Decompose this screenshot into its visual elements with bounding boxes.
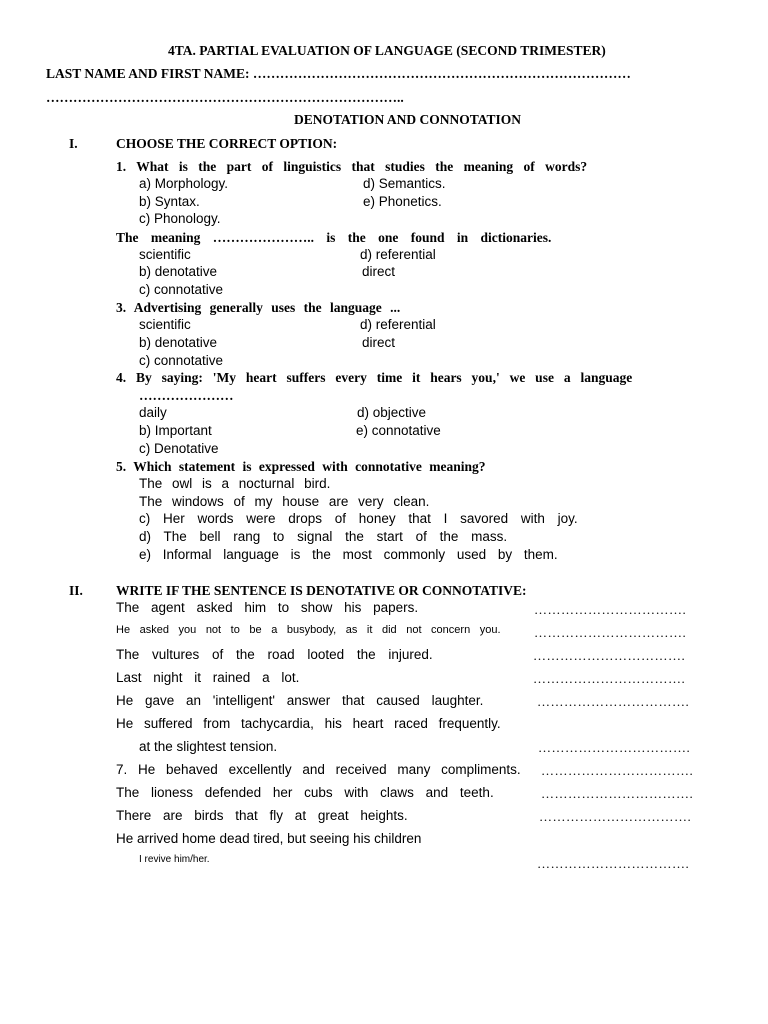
answer-blank-10: ……………………………. (537, 856, 690, 871)
q3-option-e: direct (362, 335, 396, 350)
q3-option-b: b) denotative (139, 335, 218, 350)
name-blank-line-1: ………………………………………………………………………… (252, 66, 631, 81)
q1-option-d: d) Semantics. (363, 176, 446, 191)
name-label: LAST NAME AND FIRST NAME: (46, 66, 250, 81)
section-1-heading: CHOOSE THE CORRECT OPTION: (116, 136, 338, 151)
q4-option-e: e) connotative (356, 423, 441, 438)
section-1-numeral: I. (69, 136, 78, 151)
q5-option-a: The owl is a nocturnal bird. (139, 476, 331, 491)
q1-option-b: b) Syntax. (139, 194, 200, 209)
q2-option-b: b) denotative (139, 264, 218, 279)
question-2: The meaning ………………….. is the one found in dictionaries. (116, 230, 552, 245)
question-1: 1. What is the part of linguistics that studies the meaning of words? (116, 159, 588, 174)
q4-option-b: b) Important (139, 423, 212, 438)
section-2-numeral: II. (69, 583, 83, 598)
q5-option-e: e) Informal language is the most commonly used by them. (139, 547, 558, 562)
answer-blank-7: ……………………………. (541, 763, 694, 778)
answer-blank-6: ……………………………. (538, 740, 691, 755)
answer-blank-2: ……………………………. (534, 625, 687, 640)
name-blank-line-2: …………………………………………………………………….. (46, 90, 404, 105)
answer-blank-9: ……………………………. (539, 809, 692, 824)
q5-option-b: The windows of my house are very clean. (139, 494, 430, 509)
question-3: 3. Advertising generally uses the language ... (116, 300, 401, 315)
sentence-1: The agent asked him to show his papers. (116, 600, 419, 615)
section-subtitle: DENOTATION AND CONNOTATION (294, 112, 522, 127)
answer-blank-3: ……………………………. (533, 648, 686, 663)
q4-option-d: d) objective (357, 405, 427, 420)
sentence-8: The lioness defended her cubs with claws and teeth. (116, 785, 494, 800)
q3-option-c: c) connotative (139, 353, 224, 368)
answer-blank-8: ……………………………. (541, 786, 694, 801)
sentence-4: Last night it rained a lot. (116, 670, 300, 685)
sentence-7: 7. He behaved excellently and received many compliments. (116, 762, 521, 777)
sentence-6-line-2: at the slightest tension. (139, 739, 278, 754)
q5-option-c: c) Her words were drops of honey that I savored with joy. (139, 511, 578, 526)
sentence-9: There are birds that fly at great heights. (116, 808, 408, 823)
sentence-6-line-1: He suffered from tachycardia, his heart raced frequently. (116, 716, 501, 731)
q4-option-a: daily (139, 405, 167, 420)
sentence-3: The vultures of the road looted the injured. (116, 647, 433, 662)
q1-option-c: c) Phonology. (139, 211, 221, 226)
name-field-label (46, 67, 631, 81)
sentence-2: He asked you not to be a busybody, as it did not concern you. (116, 624, 501, 636)
q4-option-c: c) Denotative (139, 441, 219, 456)
q3-option-a: scientific (139, 317, 191, 332)
question-4: 4. By saying: 'My heart suffers every time it hears you,' we use a language (116, 370, 633, 385)
q2-option-a: scientific (139, 247, 191, 262)
q2-option-e: direct (362, 264, 396, 279)
q1-option-e: e) Phonetics. (363, 194, 442, 209)
q2-option-d: d) referential (360, 247, 436, 262)
q5-option-d: d) The bell rang to signal the start of the mass. (139, 529, 508, 544)
sentence-5: He gave an 'intelligent' answer that caused laughter. (116, 693, 484, 708)
answer-blank-5: ……………………………. (537, 694, 690, 709)
q3-option-d: d) referential (360, 317, 436, 332)
sentence-10-line-1: He arrived home dead tired, but seeing his children (116, 831, 422, 846)
answer-blank-4: ……………………………. (533, 671, 686, 686)
question-4-blank: ………………… (139, 388, 234, 403)
q1-option-a: a) Morphology. (139, 176, 229, 191)
sentence-10-line-2: I revive him/her. (139, 854, 210, 865)
question-5: 5. Which statement is expressed with connotative meaning? (116, 459, 486, 474)
exam-title: 4TA. PARTIAL EVALUATION OF LANGUAGE (SECOND TRIMESTER) (168, 43, 606, 58)
q2-option-c: c) connotative (139, 282, 224, 297)
section-2-heading: WRITE IF THE SENTENCE IS DENOTATIVE OR CONNOTATIVE: (116, 583, 527, 598)
answer-blank-1: ……………………………. (534, 602, 687, 617)
